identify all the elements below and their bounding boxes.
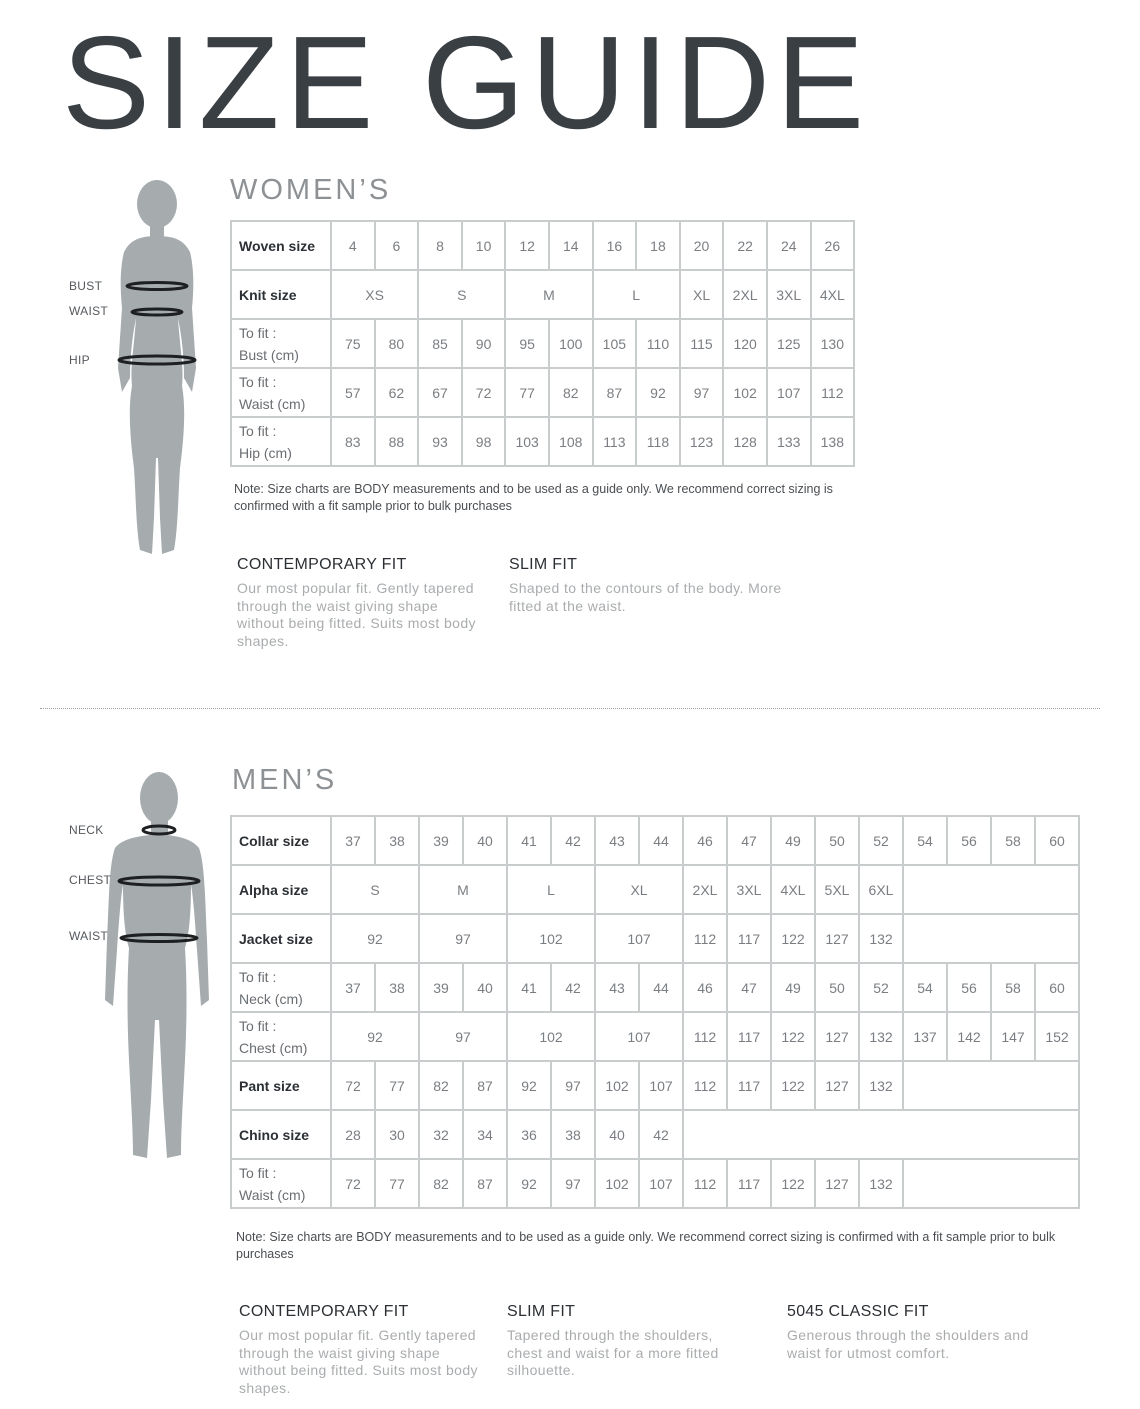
table-cell: 10 — [462, 221, 506, 270]
table-cell: 60 — [1035, 963, 1079, 1012]
table-cell — [903, 865, 1079, 914]
table-cell: 38 — [551, 1110, 595, 1159]
row-header: To fit : Bust (cm) — [231, 319, 331, 368]
table-cell: 95 — [505, 319, 549, 368]
table-cell: 107 — [639, 1061, 683, 1110]
table-cell: 112 — [683, 1012, 727, 1061]
table-cell: 40 — [463, 963, 507, 1012]
table-row — [231, 368, 854, 417]
table-cell: 77 — [505, 368, 549, 417]
table-cell: 92 — [331, 1012, 419, 1061]
table-cell: 56 — [947, 963, 991, 1012]
table-cell: 88 — [375, 417, 419, 466]
row-header: To fit : Waist (cm) — [231, 368, 331, 417]
men-body-figure-icon — [103, 770, 213, 1162]
row-header: Knit size — [231, 270, 331, 319]
figure-label-waist: WAIST — [69, 304, 109, 318]
table-cell: M — [505, 270, 592, 319]
table-cell: L — [507, 865, 595, 914]
table-cell: 127 — [815, 1159, 859, 1208]
table-cell: 103 — [505, 417, 549, 466]
women-size-table — [230, 220, 855, 467]
table-cell: 26 — [811, 221, 855, 270]
table-cell: 97 — [419, 914, 507, 963]
table-cell: 36 — [507, 1110, 551, 1159]
men-fit-desc-classic: Generous through the shoulders and waist for utmost comfort. — [787, 1327, 1029, 1361]
row-header: To fit : Hip (cm) — [231, 417, 331, 466]
table-row — [231, 963, 1079, 1012]
table-cell: 2XL — [723, 270, 767, 319]
table-cell: S — [418, 270, 505, 319]
table-cell: 107 — [767, 368, 811, 417]
table-cell: 132 — [859, 914, 903, 963]
table-cell: 130 — [811, 319, 855, 368]
table-cell: M — [419, 865, 507, 914]
figure-label-neck: NECK — [69, 823, 104, 837]
table-cell: 67 — [418, 368, 462, 417]
table-cell: 38 — [375, 963, 419, 1012]
table-cell: 58 — [991, 816, 1035, 865]
table-cell: 108 — [549, 417, 593, 466]
table-cell: 3XL — [727, 865, 771, 914]
table-cell: 6 — [375, 221, 419, 270]
table-cell: 32 — [419, 1110, 463, 1159]
table-cell: 127 — [815, 1061, 859, 1110]
table-cell: 39 — [419, 816, 463, 865]
table-cell: 120 — [723, 319, 767, 368]
table-cell: 34 — [463, 1110, 507, 1159]
table-cell: 115 — [680, 319, 724, 368]
table-cell: 92 — [507, 1061, 551, 1110]
table-cell: 117 — [727, 914, 771, 963]
table-row — [231, 914, 1079, 963]
table-cell: 102 — [595, 1061, 639, 1110]
table-cell: 77 — [375, 1061, 419, 1110]
women-fit-desc-contemporary: Our most popular fit. Gently tapered through the waist giving shape without being fitted. Suits most body shapes. — [237, 580, 476, 649]
table-cell: 41 — [507, 963, 551, 1012]
row-header: To fit : Neck (cm) — [231, 963, 331, 1012]
table-cell: 117 — [727, 1012, 771, 1061]
table-cell: 132 — [859, 1159, 903, 1208]
table-cell: 72 — [331, 1061, 375, 1110]
table-cell: 40 — [595, 1110, 639, 1159]
table-cell: 92 — [507, 1159, 551, 1208]
table-cell: 97 — [551, 1159, 595, 1208]
table-cell: 40 — [463, 816, 507, 865]
row-header: To fit : Chest (cm) — [231, 1012, 331, 1061]
table-cell: 30 — [375, 1110, 419, 1159]
table-cell: 50 — [815, 963, 859, 1012]
table-cell: 47 — [727, 963, 771, 1012]
table-cell: 24 — [767, 221, 811, 270]
table-cell: 107 — [595, 914, 683, 963]
table-cell: 123 — [680, 417, 724, 466]
row-header: Alpha size — [231, 865, 331, 914]
table-cell: 43 — [595, 816, 639, 865]
table-cell: 97 — [551, 1061, 595, 1110]
table-cell: 102 — [723, 368, 767, 417]
row-header: To fit : Waist (cm) — [231, 1159, 331, 1208]
table-cell: 52 — [859, 816, 903, 865]
table-cell: 122 — [771, 1061, 815, 1110]
table-cell: 77 — [375, 1159, 419, 1208]
table-cell: 102 — [595, 1159, 639, 1208]
table-cell: 125 — [767, 319, 811, 368]
table-cell: 122 — [771, 1159, 815, 1208]
table-cell: 60 — [1035, 816, 1079, 865]
table-cell: 100 — [549, 319, 593, 368]
table-row — [231, 417, 854, 466]
table-cell: S — [331, 865, 419, 914]
table-cell — [903, 1061, 1079, 1110]
table-cell: 127 — [815, 914, 859, 963]
table-cell: 8 — [418, 221, 462, 270]
men-section-title: MEN’S — [232, 764, 338, 796]
table-cell: 92 — [331, 914, 419, 963]
table-cell: 6XL — [859, 865, 903, 914]
table-cell: 75 — [331, 319, 375, 368]
table-cell: L — [593, 270, 680, 319]
table-cell: 138 — [811, 417, 855, 466]
women-fit-desc-slim: Shaped to the contours of the body. More fitted at the waist. — [509, 580, 782, 614]
table-cell: 118 — [636, 417, 680, 466]
table-cell: 87 — [463, 1061, 507, 1110]
table-cell: 112 — [683, 1061, 727, 1110]
table-cell: 147 — [991, 1012, 1035, 1061]
table-cell: 54 — [903, 963, 947, 1012]
table-cell: 20 — [680, 221, 724, 270]
table-cell — [683, 1110, 1079, 1159]
table-cell: 132 — [859, 1061, 903, 1110]
table-cell: 4XL — [811, 270, 855, 319]
table-cell: 80 — [375, 319, 419, 368]
table-cell: 97 — [680, 368, 724, 417]
table-cell: 52 — [859, 963, 903, 1012]
page-title: SIZE GUIDE — [62, 9, 871, 156]
table-cell: 42 — [551, 963, 595, 1012]
table-cell: XS — [331, 270, 418, 319]
table-cell: 41 — [507, 816, 551, 865]
table-cell: 42 — [551, 816, 595, 865]
table-cell: 37 — [331, 816, 375, 865]
table-row — [231, 1159, 1079, 1208]
table-cell: 82 — [419, 1061, 463, 1110]
table-cell: 105 — [593, 319, 637, 368]
table-cell: 72 — [331, 1159, 375, 1208]
table-cell: 4XL — [771, 865, 815, 914]
men-note: Note: Size charts are BODY measurements and to be used as a guide only. We recommend correct sizing is confirmed with a fit sample prior to bulk purchases — [236, 1230, 1056, 1261]
men-fit-title-contemporary: CONTEMPORARY FIT — [239, 1303, 409, 1320]
table-cell: 82 — [419, 1159, 463, 1208]
table-row — [231, 816, 1079, 865]
row-header: Collar size — [231, 816, 331, 865]
table-cell: 132 — [859, 1012, 903, 1061]
men-fit-title-classic: 5045 CLASSIC FIT — [787, 1303, 929, 1320]
table-cell: 93 — [418, 417, 462, 466]
table-row — [231, 1110, 1079, 1159]
row-header: Jacket size — [231, 914, 331, 963]
table-cell: 152 — [1035, 1012, 1079, 1061]
table-cell: 49 — [771, 816, 815, 865]
table-cell: 107 — [639, 1159, 683, 1208]
table-cell — [903, 914, 1079, 963]
table-cell: 87 — [463, 1159, 507, 1208]
table-cell: XL — [680, 270, 724, 319]
table-cell: 39 — [419, 963, 463, 1012]
table-row — [231, 865, 1079, 914]
figure-label-bust: BUST — [69, 279, 103, 293]
table-cell: 112 — [683, 1159, 727, 1208]
table-cell: 97 — [419, 1012, 507, 1061]
table-cell: 92 — [636, 368, 680, 417]
table-cell: 117 — [727, 1061, 771, 1110]
table-cell: 4 — [331, 221, 375, 270]
men-fit-title-slim: SLIM FIT — [507, 1303, 576, 1320]
men-size-table — [230, 815, 1080, 1209]
table-cell: XL — [595, 865, 683, 914]
table-cell: 57 — [331, 368, 375, 417]
table-cell: 3XL — [767, 270, 811, 319]
table-cell: 2XL — [683, 865, 727, 914]
table-cell: 54 — [903, 816, 947, 865]
table-cell: 22 — [723, 221, 767, 270]
table-cell: 85 — [418, 319, 462, 368]
table-cell: 112 — [683, 914, 727, 963]
table-cell: 58 — [991, 963, 1035, 1012]
table-cell: 5XL — [815, 865, 859, 914]
table-cell: 122 — [771, 1012, 815, 1061]
table-cell: 37 — [331, 963, 375, 1012]
men-fit-desc-contemporary: Our most popular fit. Gently tapered through the waist giving shape without being fitted. Suits most body shapes. — [239, 1327, 478, 1396]
table-cell: 50 — [815, 816, 859, 865]
table-row — [231, 319, 854, 368]
section-divider — [40, 708, 1100, 709]
table-row — [231, 221, 854, 270]
table-cell: 87 — [593, 368, 637, 417]
table-cell: 98 — [462, 417, 506, 466]
table-cell: 47 — [727, 816, 771, 865]
table-cell: 44 — [639, 963, 683, 1012]
table-cell: 107 — [595, 1012, 683, 1061]
table-cell: 122 — [771, 914, 815, 963]
table-cell: 127 — [815, 1012, 859, 1061]
men-fit-desc-slim: Tapered through the shoulders, chest and waist for a more fitted silhouette. — [507, 1327, 719, 1378]
table-cell: 14 — [549, 221, 593, 270]
table-cell: 102 — [507, 914, 595, 963]
table-cell: 43 — [595, 963, 639, 1012]
table-cell: 62 — [375, 368, 419, 417]
table-cell — [903, 1159, 1079, 1208]
row-header: Chino size — [231, 1110, 331, 1159]
table-cell: 82 — [549, 368, 593, 417]
figure-label-chest: CHEST — [69, 873, 112, 887]
table-row — [231, 270, 854, 319]
table-cell: 12 — [505, 221, 549, 270]
table-cell: 112 — [811, 368, 855, 417]
table-cell: 83 — [331, 417, 375, 466]
table-cell: 44 — [639, 816, 683, 865]
women-fit-title-contemporary: CONTEMPORARY FIT — [237, 556, 407, 573]
women-note: Note: Size charts are BODY measurements and to be used as a guide only. We recommend correct sizing is confirmed with a fit sample prior to bulk purchases — [234, 482, 833, 513]
table-cell: 42 — [639, 1110, 683, 1159]
table-row — [231, 1061, 1079, 1110]
table-cell: 46 — [683, 963, 727, 1012]
table-cell: 117 — [727, 1159, 771, 1208]
women-section-title: WOMEN’S — [230, 174, 392, 206]
women-fit-title-slim: SLIM FIT — [509, 556, 578, 573]
table-cell: 102 — [507, 1012, 595, 1061]
table-cell: 16 — [593, 221, 637, 270]
table-cell: 110 — [636, 319, 680, 368]
table-cell: 142 — [947, 1012, 991, 1061]
table-cell: 133 — [767, 417, 811, 466]
table-cell: 72 — [462, 368, 506, 417]
table-cell: 28 — [331, 1110, 375, 1159]
table-cell: 137 — [903, 1012, 947, 1061]
table-cell: 113 — [593, 417, 637, 466]
table-cell: 46 — [683, 816, 727, 865]
table-cell: 56 — [947, 816, 991, 865]
figure-label-men-waist: WAIST — [69, 929, 109, 943]
women-body-figure-icon — [110, 178, 205, 560]
table-cell: 18 — [636, 221, 680, 270]
table-cell: 38 — [375, 816, 419, 865]
table-row — [231, 1012, 1079, 1061]
table-cell: 49 — [771, 963, 815, 1012]
row-header: Pant size — [231, 1061, 331, 1110]
table-cell: 128 — [723, 417, 767, 466]
figure-label-hip: HIP — [69, 353, 90, 367]
row-header: Woven size — [231, 221, 331, 270]
table-cell: 90 — [462, 319, 506, 368]
